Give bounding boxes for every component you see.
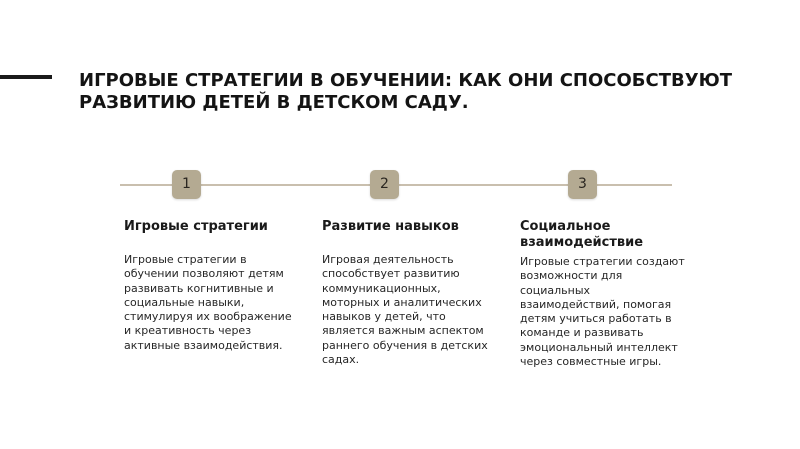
step-badge-1: 1 (172, 170, 201, 199)
step-column-2 (322, 219, 494, 367)
step-badge-2: 2 (370, 170, 399, 199)
step-heading-3: Социальное взаимодействие (520, 219, 644, 250)
step-text-1: Игровые стратегии в обучении позволяют детям развивать когнитивные и социальные навыки, стимулируя их воображение и креативность через активные взаимодействия. (124, 253, 292, 352)
slide-title: ИГРОВЫЕ СТРАТЕГИИ В ОБУЧЕНИИ: КАК ОНИ СПОСОБСТВУЮТ РАЗВИТИЮ ДЕТЕЙ В ДЕТСКОМ САДУ. (79, 70, 733, 113)
accent-bar (0, 75, 52, 79)
step-badge-3: 3 (568, 170, 597, 199)
step-heading-1: Игровые стратегии (124, 219, 268, 234)
step-text-3: Игровые стратегии создают возможности для социальных взаимодействий, помогая детям учиться работать в команде и развивать эмоциональный интеллект через совместные игры. (520, 255, 685, 369)
step-text-2: Игровая деятельность способствует развитию коммуникационных, моторных и аналитических навыков у детей, что является важным аспектом раннего обучения в детских садах. (322, 253, 488, 367)
step-column-1 (124, 219, 296, 353)
step-column-3 (520, 219, 688, 369)
step-heading-2: Развитие навыков (322, 219, 459, 234)
